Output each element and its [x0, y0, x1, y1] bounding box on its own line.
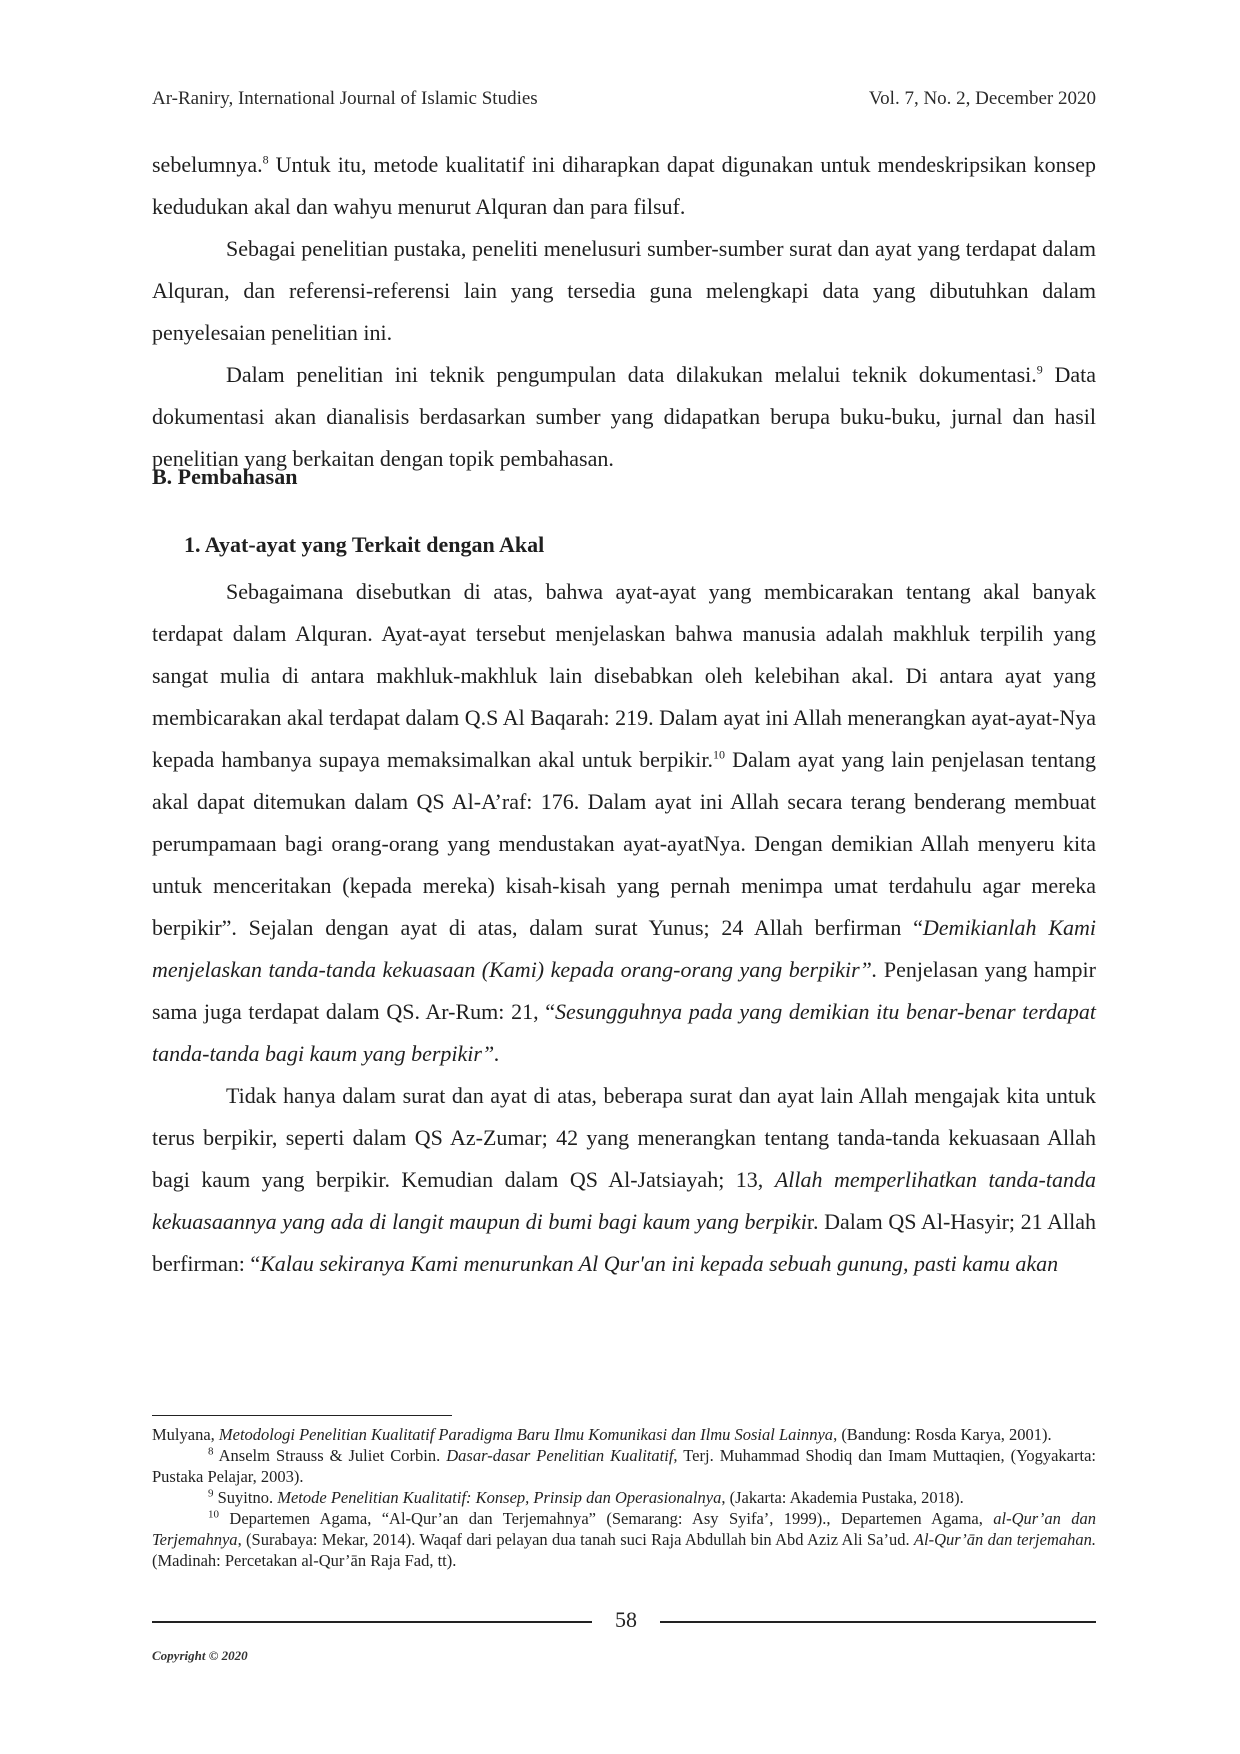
footnote-10-text-a: Departemen Agama, “Al-Qur’an dan Terjemahnya” (Semarang: Asy Syifa’, 1999)., Departemen Agama,	[219, 1509, 994, 1528]
footnote-continued	[152, 1424, 1096, 1445]
paragraph-3-text-b: Data dokumentasi akan dianalisis berdasarkan sumber yang didapatkan berupa buku-buku, jurnal dan hasil penelitian yang berkaitan dengan topik pembahasan.	[152, 362, 1096, 471]
footnote-8-title: Dasar-dasar Penelitian Kualitatif,	[446, 1446, 678, 1465]
footnote-8-text-a: Anselm Strauss & Juliet Corbin.	[213, 1446, 447, 1465]
paragraph-1	[152, 144, 1096, 228]
footer-rule-left	[152, 1621, 592, 1623]
footnote-ref-9: 9	[1036, 362, 1043, 377]
paragraph-4-text-a: Sebagaimana disebutkan di atas, bahwa ayat-ayat yang membicarakan tentang akal banyak terdapat dalam Alquran. Ayat-ayat tersebut menjelaskan bahwa manusia adalah makhluk terpilih yang sangat mulia di antara makhluk-makhluk lain disebabkan oleh kelebihan akal. Di antara ayat yang membicarakan akal terdapat dalam Q.S Al Baqarah: 219. Dalam ayat ini Allah menerangkan ayat-ayat-Nya kepada hambanya supaya memaksimalkan akal untuk berpikir.	[152, 579, 1096, 772]
footnote-continued-title: Metodologi Penelitian Kualitatif Paradigma Baru Ilmu Komunikasi dan Ilmu Sosial Lainnya	[218, 1425, 834, 1444]
footnote-10-text-b: , (Surabaya: Mekar, 2014). Waqaf dari pelayan dua tanah suci Raja Abdullah bin Abd Aziz Ali Sa’ud.	[237, 1530, 914, 1549]
paragraph-4	[152, 571, 1096, 1075]
paragraph-5-text-c: r. Dalam QS Al-Hasyir; 21 Allah berfirman: “	[152, 1209, 1096, 1276]
footnote-8	[152, 1445, 1096, 1487]
footnote-continued-text-b: , (Bandung: Rosda Karya, 2001).	[833, 1425, 1052, 1444]
footnote-continued-text-a: Mulyana,	[152, 1425, 219, 1444]
paragraph-4-text-b: Dalam ayat yang lain penjelasan tentang akal dapat ditemukan dalam QS Al-A’raf: 176. Dalam ayat ini Allah secara terang benderang membuat perumpamaan bagi orang-orang yang mendustakan ayat-ayatNya. Dengan demikian Allah menyeru kita untuk menceritakan (kepada mereka) kisah-kisah yang pernah menimpa umat terdahulu agar mereka berpikir”. Sejalan dengan ayat di atas, dalam surat Yunus; 24 Allah berfirman “	[152, 747, 1097, 940]
footnote-separator	[152, 1415, 452, 1416]
page-number: 58	[615, 1607, 637, 1632]
footnotes	[152, 1424, 1096, 1571]
footnote-9-title: Metode Penelitian Kualitatif: Konsep, Prinsip dan Operasionalnya	[277, 1488, 722, 1507]
footnote-10-title-1: al-Qur’an dan Terjemahnya	[152, 1509, 1096, 1549]
paragraph-1-text-b: Untuk itu, metode kualitatif ini diharapkan dapat digunakan untuk mendeskripsikan konsep kedudukan akal dan wahyu menurut Alquran dan para filsuf.	[152, 152, 1096, 219]
paragraph-5-text-a: Tidak hanya dalam surat dan ayat di atas, beberapa surat dan ayat lain Allah mengajak kita untuk terus berpikir, seperti dalam QS Az-Zumar; 42 yang menerangkan tentang tanda-tanda kekuasaan Allah bagi kaum yang berpikir. Kemudian dalam QS Al-Jatsiayah; 13,	[152, 1083, 1096, 1192]
footnote-ref-8: 8	[262, 152, 269, 167]
section-heading-b: B. Pembahasan	[152, 464, 298, 489]
footnote-10	[152, 1508, 1096, 1571]
footnote-9-number: 9	[208, 1487, 214, 1500]
quote-yunus: Demikianlah Kami menjelaskan tanda-tanda kekuasaan (Kami) kepada orang-orang yang berpikir”.	[152, 915, 1096, 982]
paragraph-1-text-a: sebelumnya.	[152, 152, 263, 177]
footnote-8-number: 8	[208, 1445, 214, 1458]
footnote-ref-10: 10	[713, 747, 726, 762]
footnote-8-text-b: Terj. Muhammad Shodiq dan Imam Muttaqien, (Yogyakarta: Pustaka Pelajar, 2003).	[152, 1446, 1096, 1486]
volume-info: Vol. 7, No. 2, December 2020	[868, 88, 1096, 109]
paragraph-5	[152, 1075, 1096, 1285]
footnote-10-title-2: Al-Qur’ān dan terjemahan.	[913, 1530, 1096, 1549]
footnote-9-text-b: , (Jakarta: Akademia Pustaka, 2018).	[721, 1488, 964, 1507]
quote-ar-rum: Sesungguhnya pada yang demikian itu benar-benar terdapat tanda-tanda bagi kaum yang berpikir”.	[152, 999, 1096, 1066]
paragraph-3	[152, 354, 1096, 480]
paragraph-4-text-d: Penjelasan yang hampir sama juga terdapat dalam QS. Ar-Rum: 21, “	[152, 957, 1096, 1024]
running-header	[152, 88, 1096, 110]
journal-title: Ar-Raniry, International Journal of Islamic Studies	[152, 88, 538, 109]
footnote-9	[152, 1487, 1096, 1508]
footnote-10-number: 10	[208, 1508, 219, 1521]
body-text-2	[152, 571, 1096, 1285]
footnote-9-text-a: Suyitno.	[213, 1488, 278, 1507]
paragraph-3-text-a: Dalam penelitian ini teknik pengumpulan data dilakukan melalui teknik dokumentasi.	[226, 362, 1037, 387]
paragraph-2: Sebagai penelitian pustaka, peneliti menelusuri sumber-sumber surat dan ayat yang terdapat dalam Alquran, dan referensi-referensi lain yang tersedia guna melengkapi data yang dibutuhkan dalam penyelesaian penelitian ini.	[152, 236, 1096, 345]
copyright-notice: Copyright © 2020	[152, 1648, 248, 1663]
quote-jatsiayah: Allah memperlihatkan tanda-tanda kekuasaannya yang ada di langit maupun di bumi bagi kaum yang berpiki	[152, 1167, 1096, 1234]
body-text	[152, 144, 1096, 480]
footnote-10-text-c: (Madinah: Percetakan al-Qur’ān Raja Fad, tt).	[152, 1551, 457, 1570]
subsection-heading-1: 1. Ayat-ayat yang Terkait dengan Akal	[184, 532, 545, 557]
footer-rule-right	[660, 1621, 1096, 1623]
quote-hasyir: Kalau sekiranya Kami menurunkan Al Qur'an ini kepada sebuah gunung, pasti kamu akan	[260, 1251, 1059, 1276]
